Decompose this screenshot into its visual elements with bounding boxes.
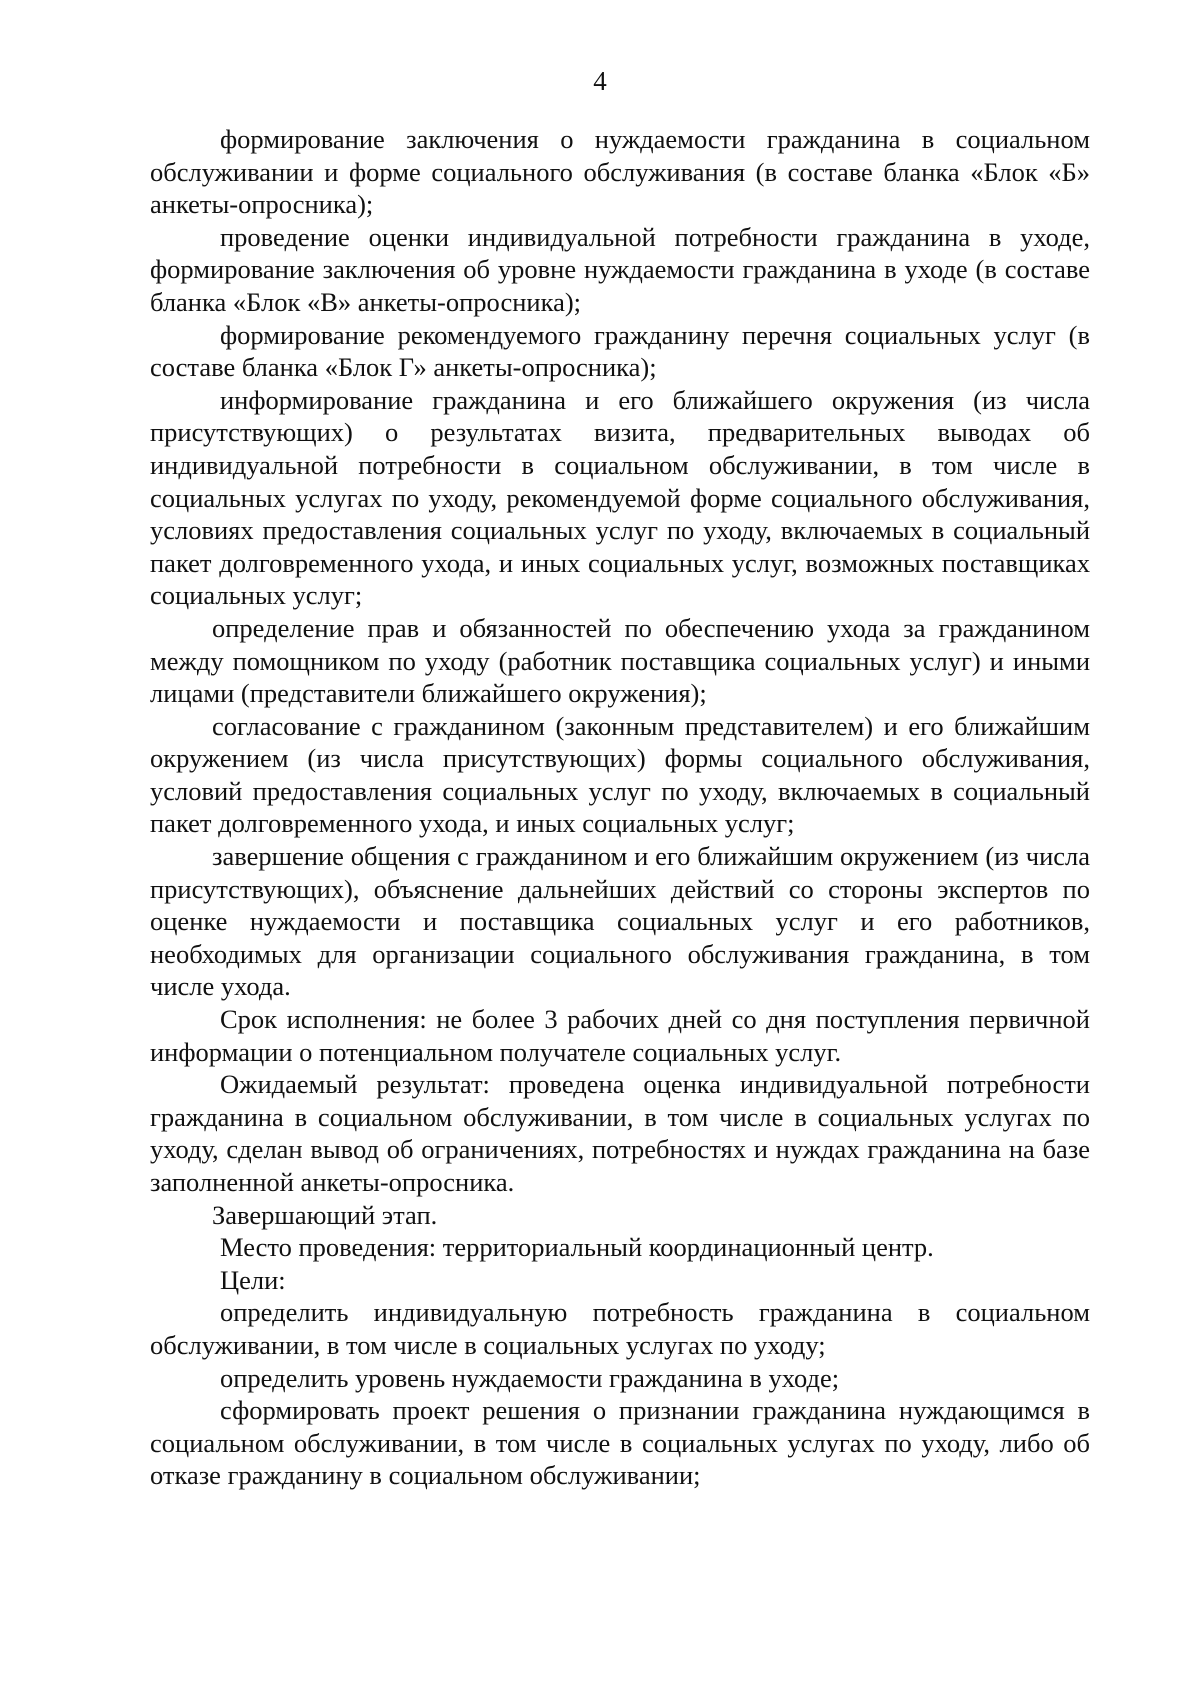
paragraph: проведение оценки индивидуальной потребности гражданина в уходе, формирование заключения об уровне нуждаемости гражданина в уходе (в составе бланка «Блок «В» анкеты-опросника);: [150, 221, 1090, 317]
paragraph: формирование заключения о нуждаемости гражданина в социальном обслуживании и форме социального обслуживания (в составе бланка «Блок «Б» анкеты-опросника);: [150, 124, 1090, 220]
paragraph: Завершающий этап.: [212, 1199, 438, 1230]
paragraph: Цели:: [220, 1264, 286, 1295]
paragraph: формирование рекомендуемого гражданину перечня социальных услуг (в составе бланка «Блок Г» анкеты-опросника);: [150, 319, 1090, 383]
paragraph: Ожидаемый результат: проведена оценка индивидуальной потребности гражданина в социальном обслуживании, в том числе в социальных услугах по уходу, сделан вывод об ограничениях, потребностях и нуждах гражданина на базе заполненной анкеты-опросника.: [150, 1069, 1090, 1197]
paragraph: Место проведения: территориальный координационный центр.: [220, 1232, 934, 1263]
paragraph: определить индивидуальную потребность гражданина в социальном обслуживании, в том числе в социальных услугах по уходу;: [150, 1297, 1090, 1360]
paragraph: согласование с гражданином (законным представителем) и его ближайшим окружением (из числа присутствующих) формы социального обслуживания, условий предоставления социальных услуг по уходу, включаемых в социальный пакет долговременного ухода, и иных социальных услуг;: [150, 710, 1090, 839]
document-body: [150, 123, 1090, 1492]
paragraph: сформировать проект решения о признании гражданина нуждающимся в социальном обслуживании, в том числе в социальных услугах по уходу, либо об отказе гражданину в социальном обслуживании;: [150, 1395, 1090, 1491]
paragraph: информирование гражданина и его ближайшего окружения (из числа присутствующих) о результатах визита, предварительных выводах об индивидуальной потребности в социальном обслуживании, в том числе в социальных услугах по уходу, рекомендуемой форме социального обслуживания, условиях предоставления социальных услуг по уходу, включаемых в социальный пакет долговременного ухода, и иных социальных услуг, возможных поставщиках социальных услуг;: [150, 384, 1090, 611]
paragraph: определение прав и обязанностей по обеспечению ухода за гражданином между помощником по уходу (работник поставщика социальных услуг) и иными лицами (представители ближайшего окружения);: [150, 612, 1090, 709]
paragraph: Срок исполнения: не более 3 рабочих дней со дня поступления первичной информации о потенциальном получателе социальных услуг.: [150, 1004, 1090, 1067]
paragraph: определить уровень нуждаемости гражданина в уходе;: [220, 1362, 840, 1393]
paragraph: завершение общения с гражданином и его ближайшим окружением (из числа присутствующих), объяснение дальнейших действий со стороны экспертов по оценке нуждаемости и поставщика социальных услуг и его работников, необходимых для организации социального обслуживания гражданина, в том числе ухода.: [150, 841, 1090, 1002]
page-number: 4: [593, 66, 607, 96]
